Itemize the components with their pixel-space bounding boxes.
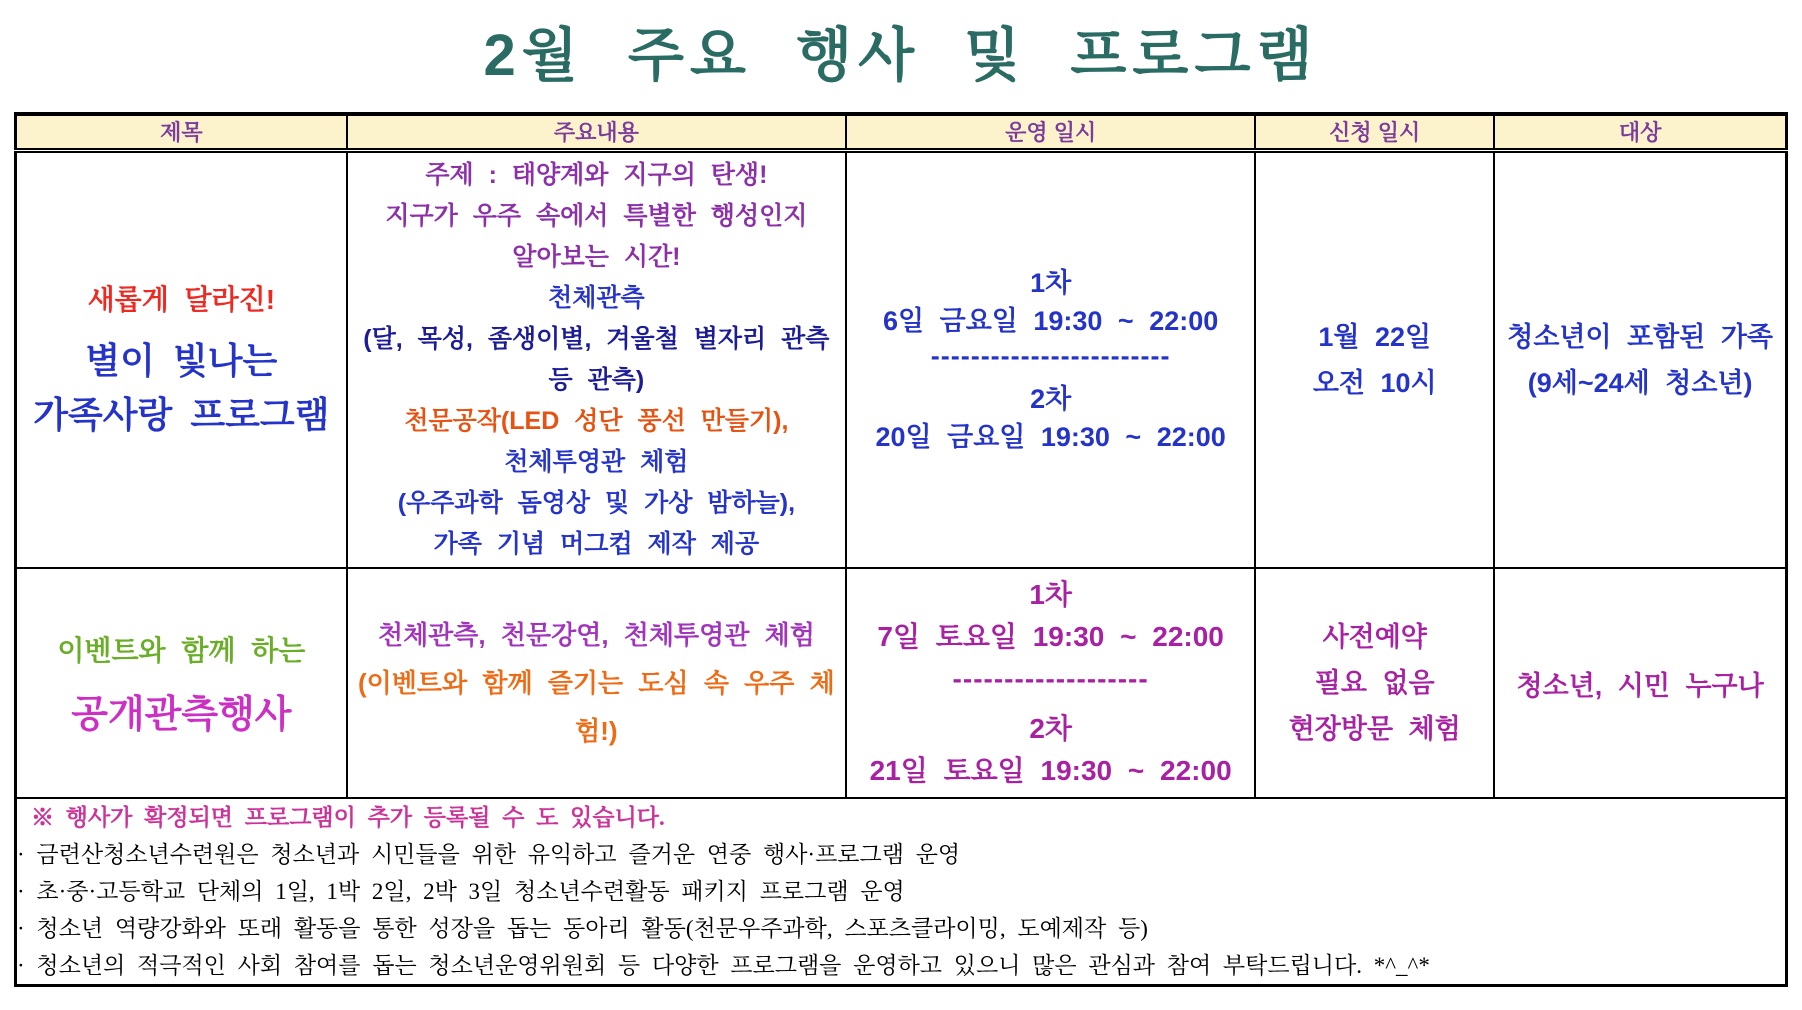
header-apply: 신청 일시 [1255,114,1494,150]
target-line: 청소년, 시민 누구나 [1516,670,1764,701]
note-line: · 금련산청소년수련원은 청소년과 시민들을 위한 유익하고 즐거운 연중 행사·프로그램 운영 [17,842,961,867]
content-line: 천체관측 [548,283,645,312]
content-line: 주제 : 태양계와 지구의 탄생! [425,160,768,189]
table-row-public-observation [16,568,1787,798]
program-table [14,112,1788,987]
session2-label: 2차 [1029,713,1072,744]
row2-title-cell [16,568,347,798]
session2-time: 21일 토요일 19:30 ~ 22:00 [869,755,1232,786]
note-line: · 초·중·고등학교 단체의 1일, 1박 2일, 2박 3일 청소년수련활동 패키지 프로그램 운영 [17,879,905,904]
target-line: 청소년이 포함된 가족 [1507,321,1773,352]
page-title: 2월 주요 행사 및 프로그램 [483,23,1319,88]
table-header [16,114,1787,150]
apply-line: 현장방문 체험 [1288,714,1461,744]
content-line: 천문공작(LED 성단 풍선 만들기), [404,406,789,435]
schedule-divider: ------------------- [952,663,1149,694]
row1-title-main-1: 별이 빛나는 [85,339,278,381]
session1-time: 7일 토요일 19:30 ~ 22:00 [877,621,1224,652]
content-line: (달, 목성, 좀생이별, 겨울철 별자리 관측 등 관측) [363,324,830,394]
apply-line: 필요 없음 [1314,668,1435,698]
row2-title-main: 공개관측행사 [71,693,292,736]
session1-label: 1차 [1030,267,1072,298]
schedule-divider: ------------------------ [930,340,1171,371]
session2-label: 2차 [1030,383,1072,414]
apply-line: 오전 10시 [1312,367,1437,398]
content-line: 천체투영관 체험 [504,447,689,476]
content-line: (우주과학 돔영상 및 가상 밤하늘), [397,488,796,517]
header-schedule: 운영 일시 [846,114,1255,150]
note-line: · 청소년의 적극적인 사회 참여를 돕는 청소년운영위원회 등 다양한 프로그램을 운영하고 있으니 많은 관심과 참여 부탁드립니다. *^_^* [17,953,1430,978]
target-line: (9세~24세 청소년) [1527,367,1753,398]
note-line: · 청소년 역량강화와 또래 활동을 통한 성장을 돕는 동아리 활동(천문우주과학, 스포츠클라이밍, 도예제작 등) [17,916,1148,941]
header-content: 주요내용 [347,114,846,150]
header-title: 제목 [16,114,347,150]
note-line: ※ 행사가 확정되면 프로그램이 추가 등록될 수 도 있습니다. [31,805,665,830]
session1-label: 1차 [1029,579,1072,610]
row2-apply-cell [1255,568,1494,798]
row1-content-cell [347,150,846,568]
row1-apply-cell [1255,150,1494,568]
apply-line: 1월 22일 [1318,321,1432,352]
row1-title-tagline: 새롭게 달라진! [87,283,276,315]
row1-title-main-2: 가족사랑 프로그램 [33,393,330,435]
table-row-notes [16,798,1787,986]
row2-content-cell [347,568,846,798]
content-line: 가족 기념 머그컵 제작 제공 [433,529,760,558]
notes-cell [16,798,1787,986]
content-line: 천체관측, 천문강연, 천체투영관 체험 [377,620,815,650]
row2-title-tagline: 이벤트와 함께 하는 [57,634,306,666]
session2-time: 20일 금요일 19:30 ~ 22:00 [875,421,1226,452]
row2-target-cell [1494,568,1786,798]
row2-schedule-cell [846,568,1255,798]
table-row-family-program [16,150,1787,568]
session1-time: 6일 금요일 19:30 ~ 22:00 [883,305,1219,336]
header-target: 대상 [1494,114,1786,150]
apply-line: 사전예약 [1322,622,1427,652]
content-line: 알아보는 시간! [512,242,681,271]
row1-title-cell [16,150,347,568]
row1-schedule-cell [846,150,1255,568]
content-line: (이벤트와 함께 즐기는 도심 속 우주 체험!) [358,668,835,746]
content-line: 지구가 우주 속에서 특별한 행성인지 [385,201,808,230]
row1-target-cell [1494,150,1786,568]
